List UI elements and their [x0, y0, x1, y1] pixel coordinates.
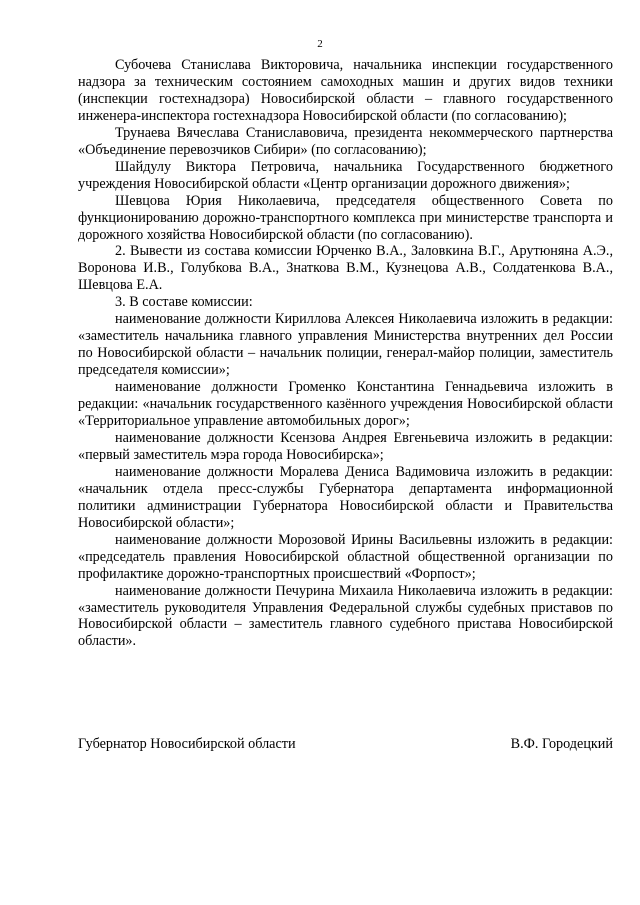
paragraph-shevtsov: Шевцова Юрия Николаевича, председателя общественного Совета по функционированию дорожно-транспортного комплекса при министерстве транспорта и дорожного хозяйства Новосибирской области (по согласованию).	[78, 192, 613, 243]
paragraph-gromenko: наименование должности Громенко Константина Геннадьевича изложить в редакции: «начальник государственного казённого учреждения Новосибирской области «Территориальное управление автомобильных дорог»;	[78, 379, 613, 430]
paragraph-kirillov: наименование должности Кириллова Алексея Николаевича изложить в редакции: «заместитель начальника главного управления Министерства внутренних дел России по Новосибирской области – начальник полиции, генерал-майор полиции, заместитель председателя комиссии»;	[78, 311, 613, 379]
paragraph-pechurin: наименование должности Печурина Михаила Николаевича изложить в редакции: «заместитель руководителя Управления Федеральной службы судебных приставов по Новосибирской области – заместитель главного судебного пристава Новосибирской области».	[78, 582, 613, 650]
paragraph-moralev: наименование должности Моралева Дениса Вадимовича изложить в редакции: «начальник отдела пресс-службы Губернатора департамента информационной политики администрации Губернатора Новосибирской области и Правительства Новосибирской области»;	[78, 463, 613, 531]
page-number: 2	[317, 38, 323, 50]
paragraph-ksenzov: наименование должности Ксензова Андрея Евгеньевича изложить в редакции: «первый заместитель мэра города Новосибирска»;	[78, 429, 613, 463]
paragraph-item-2: 2. Вывести из состава комиссии Юрченко В.А., Заловкина В.Г., Арутюняна А.Э., Воронова И.В., Голубкова В.А., Знаткова В.М., Кузнецова А.В., Солдатенкова В.А., Шевцова Е.А.	[78, 243, 613, 294]
paragraph-trunaev: Трунаева Вячеслава Станиславовича, президента некоммерческого партнерства «Объединение перевозчиков Сибири» (по согласованию);	[78, 124, 613, 158]
paragraph-subochev: Субочева Станислава Викторовича, начальника инспекции государственного надзора за техническим состоянием самоходных машин и других видов техники (инспекции гостехнадзора) Новосибирской области – главного государственного инженера-инспектора гостехнадзора Новосибирской области (по согласованию);	[78, 57, 613, 124]
paragraph-morozova: наименование должности Морозовой Ирины Васильевны изложить в редакции: «председатель правления Новосибирской областной общественной организации по профилактике дорожно-транспортных происшествий «Форпост»;	[78, 531, 613, 582]
signatory-name: В.Ф. Городецкий	[510, 736, 613, 752]
paragraph-shaidula: Шайдулу Виктора Петровича, начальника Государственного бюджетного учреждения Новосибирской области «Центр организации дорожного движения»;	[78, 158, 613, 192]
signatory-position: Губернатор Новосибирской области	[78, 736, 296, 752]
signature-block	[78, 736, 613, 753]
paragraph-item-3: 3. В составе комиссии:	[115, 294, 253, 311]
document-body	[78, 57, 613, 650]
